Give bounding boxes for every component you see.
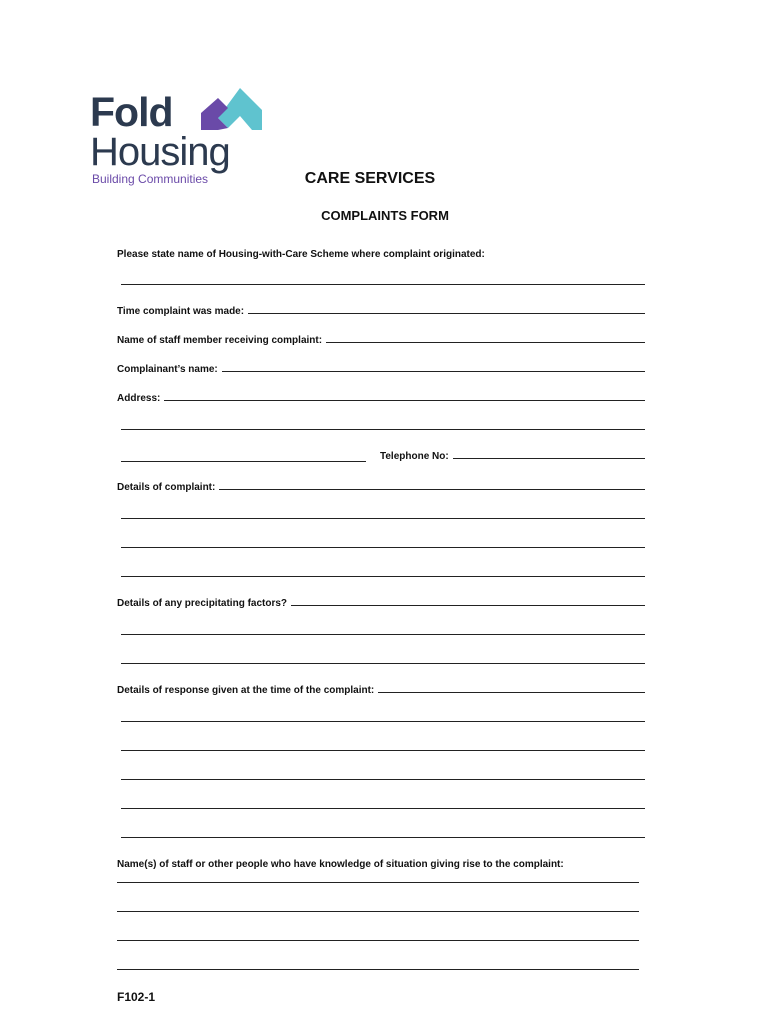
logo-word-fold: Fold [90, 89, 173, 135]
address-line-2[interactable] [121, 429, 645, 430]
staff-member-label: Name of staff member receiving complaint: [117, 335, 323, 346]
complaint-details-line-1[interactable] [219, 489, 645, 490]
response-field-6[interactable] [121, 825, 645, 841]
address-line-1[interactable] [164, 400, 645, 401]
response-line-2[interactable] [121, 721, 645, 722]
telephone-line[interactable] [453, 458, 645, 459]
complaint-details-line-2[interactable] [121, 518, 645, 519]
response-line-4[interactable] [121, 779, 645, 780]
precipitating-factors-line-3[interactable] [121, 663, 645, 664]
knowledge-field-4[interactable] [117, 957, 639, 973]
response-label: Details of response given at the time of the complaint: [117, 685, 375, 696]
response-field[interactable] [117, 680, 645, 696]
precipitating-factors-line-2[interactable] [121, 634, 645, 635]
knowledge-field-2[interactable] [117, 899, 639, 915]
complaint-details-field-2[interactable] [121, 506, 645, 522]
response-line-1[interactable] [378, 692, 645, 693]
knowledge-field-3[interactable] [117, 928, 639, 944]
telephone-field[interactable] [380, 446, 645, 462]
address-label: Address: [117, 393, 161, 404]
knowledge-label: Name(s) of staff or other people who have knowledge of situation giving rise to the complaint: [117, 859, 564, 870]
logo-word-housing: Housing [90, 130, 230, 174]
precipitating-factors-label: Details of any precipitating factors? [117, 598, 288, 609]
logo-tagline: Building Communities [92, 172, 209, 186]
precipitating-factors-line-1[interactable] [291, 605, 645, 606]
response-field-2[interactable] [121, 709, 645, 725]
response-line-5[interactable] [121, 808, 645, 809]
knowledge-label-row [117, 854, 645, 870]
telephone-label: Telephone No: [380, 451, 449, 462]
house-roof-icon [198, 86, 264, 136]
knowledge-line-1[interactable] [117, 882, 639, 883]
staff-member-line[interactable] [326, 342, 645, 343]
time-made-line[interactable] [248, 313, 645, 314]
knowledge-line-3[interactable] [117, 940, 639, 941]
address-line-3[interactable] [121, 461, 366, 462]
complaint-details-field[interactable] [117, 477, 645, 493]
knowledge-line-4[interactable] [117, 969, 639, 970]
time-made-field[interactable] [117, 301, 645, 317]
response-line-6[interactable] [121, 837, 645, 838]
time-made-label: Time complaint was made: [117, 306, 245, 317]
knowledge-line-2[interactable] [117, 911, 639, 912]
scheme-name-field[interactable] [121, 272, 645, 288]
precipitating-factors-field-3[interactable] [121, 651, 645, 667]
precipitating-factors-field-2[interactable] [121, 622, 645, 638]
scheme-name-line[interactable] [121, 284, 645, 285]
form-code: F102-1 [117, 990, 156, 1004]
staff-member-field[interactable] [117, 330, 645, 346]
response-field-4[interactable] [121, 767, 645, 783]
complaint-details-line-3[interactable] [121, 547, 645, 548]
complainant-name-field[interactable] [117, 359, 645, 375]
knowledge-field-1[interactable] [117, 870, 639, 886]
response-line-3[interactable] [121, 750, 645, 751]
address-field[interactable] [117, 388, 645, 404]
complainant-name-line[interactable] [222, 371, 645, 372]
complainant-name-label: Complainant’s name: [117, 364, 218, 375]
scheme-name-label: Please state name of Housing-with-Care Scheme where complaint originated: [117, 249, 485, 260]
page-title: CARE SERVICES [304, 170, 436, 187]
precipitating-factors-field[interactable] [117, 593, 645, 609]
form-subtitle: COMPLAINTS FORM [321, 208, 449, 223]
response-field-3[interactable] [121, 738, 645, 754]
complaint-details-field-4[interactable] [121, 564, 645, 580]
response-field-5[interactable] [121, 796, 645, 812]
complaint-details-label: Details of complaint: [117, 482, 216, 493]
complaint-details-line-4[interactable] [121, 576, 645, 577]
scheme-name-label-row [117, 244, 645, 260]
address-field-2[interactable] [121, 417, 645, 433]
complaint-details-field-3[interactable] [121, 535, 645, 551]
